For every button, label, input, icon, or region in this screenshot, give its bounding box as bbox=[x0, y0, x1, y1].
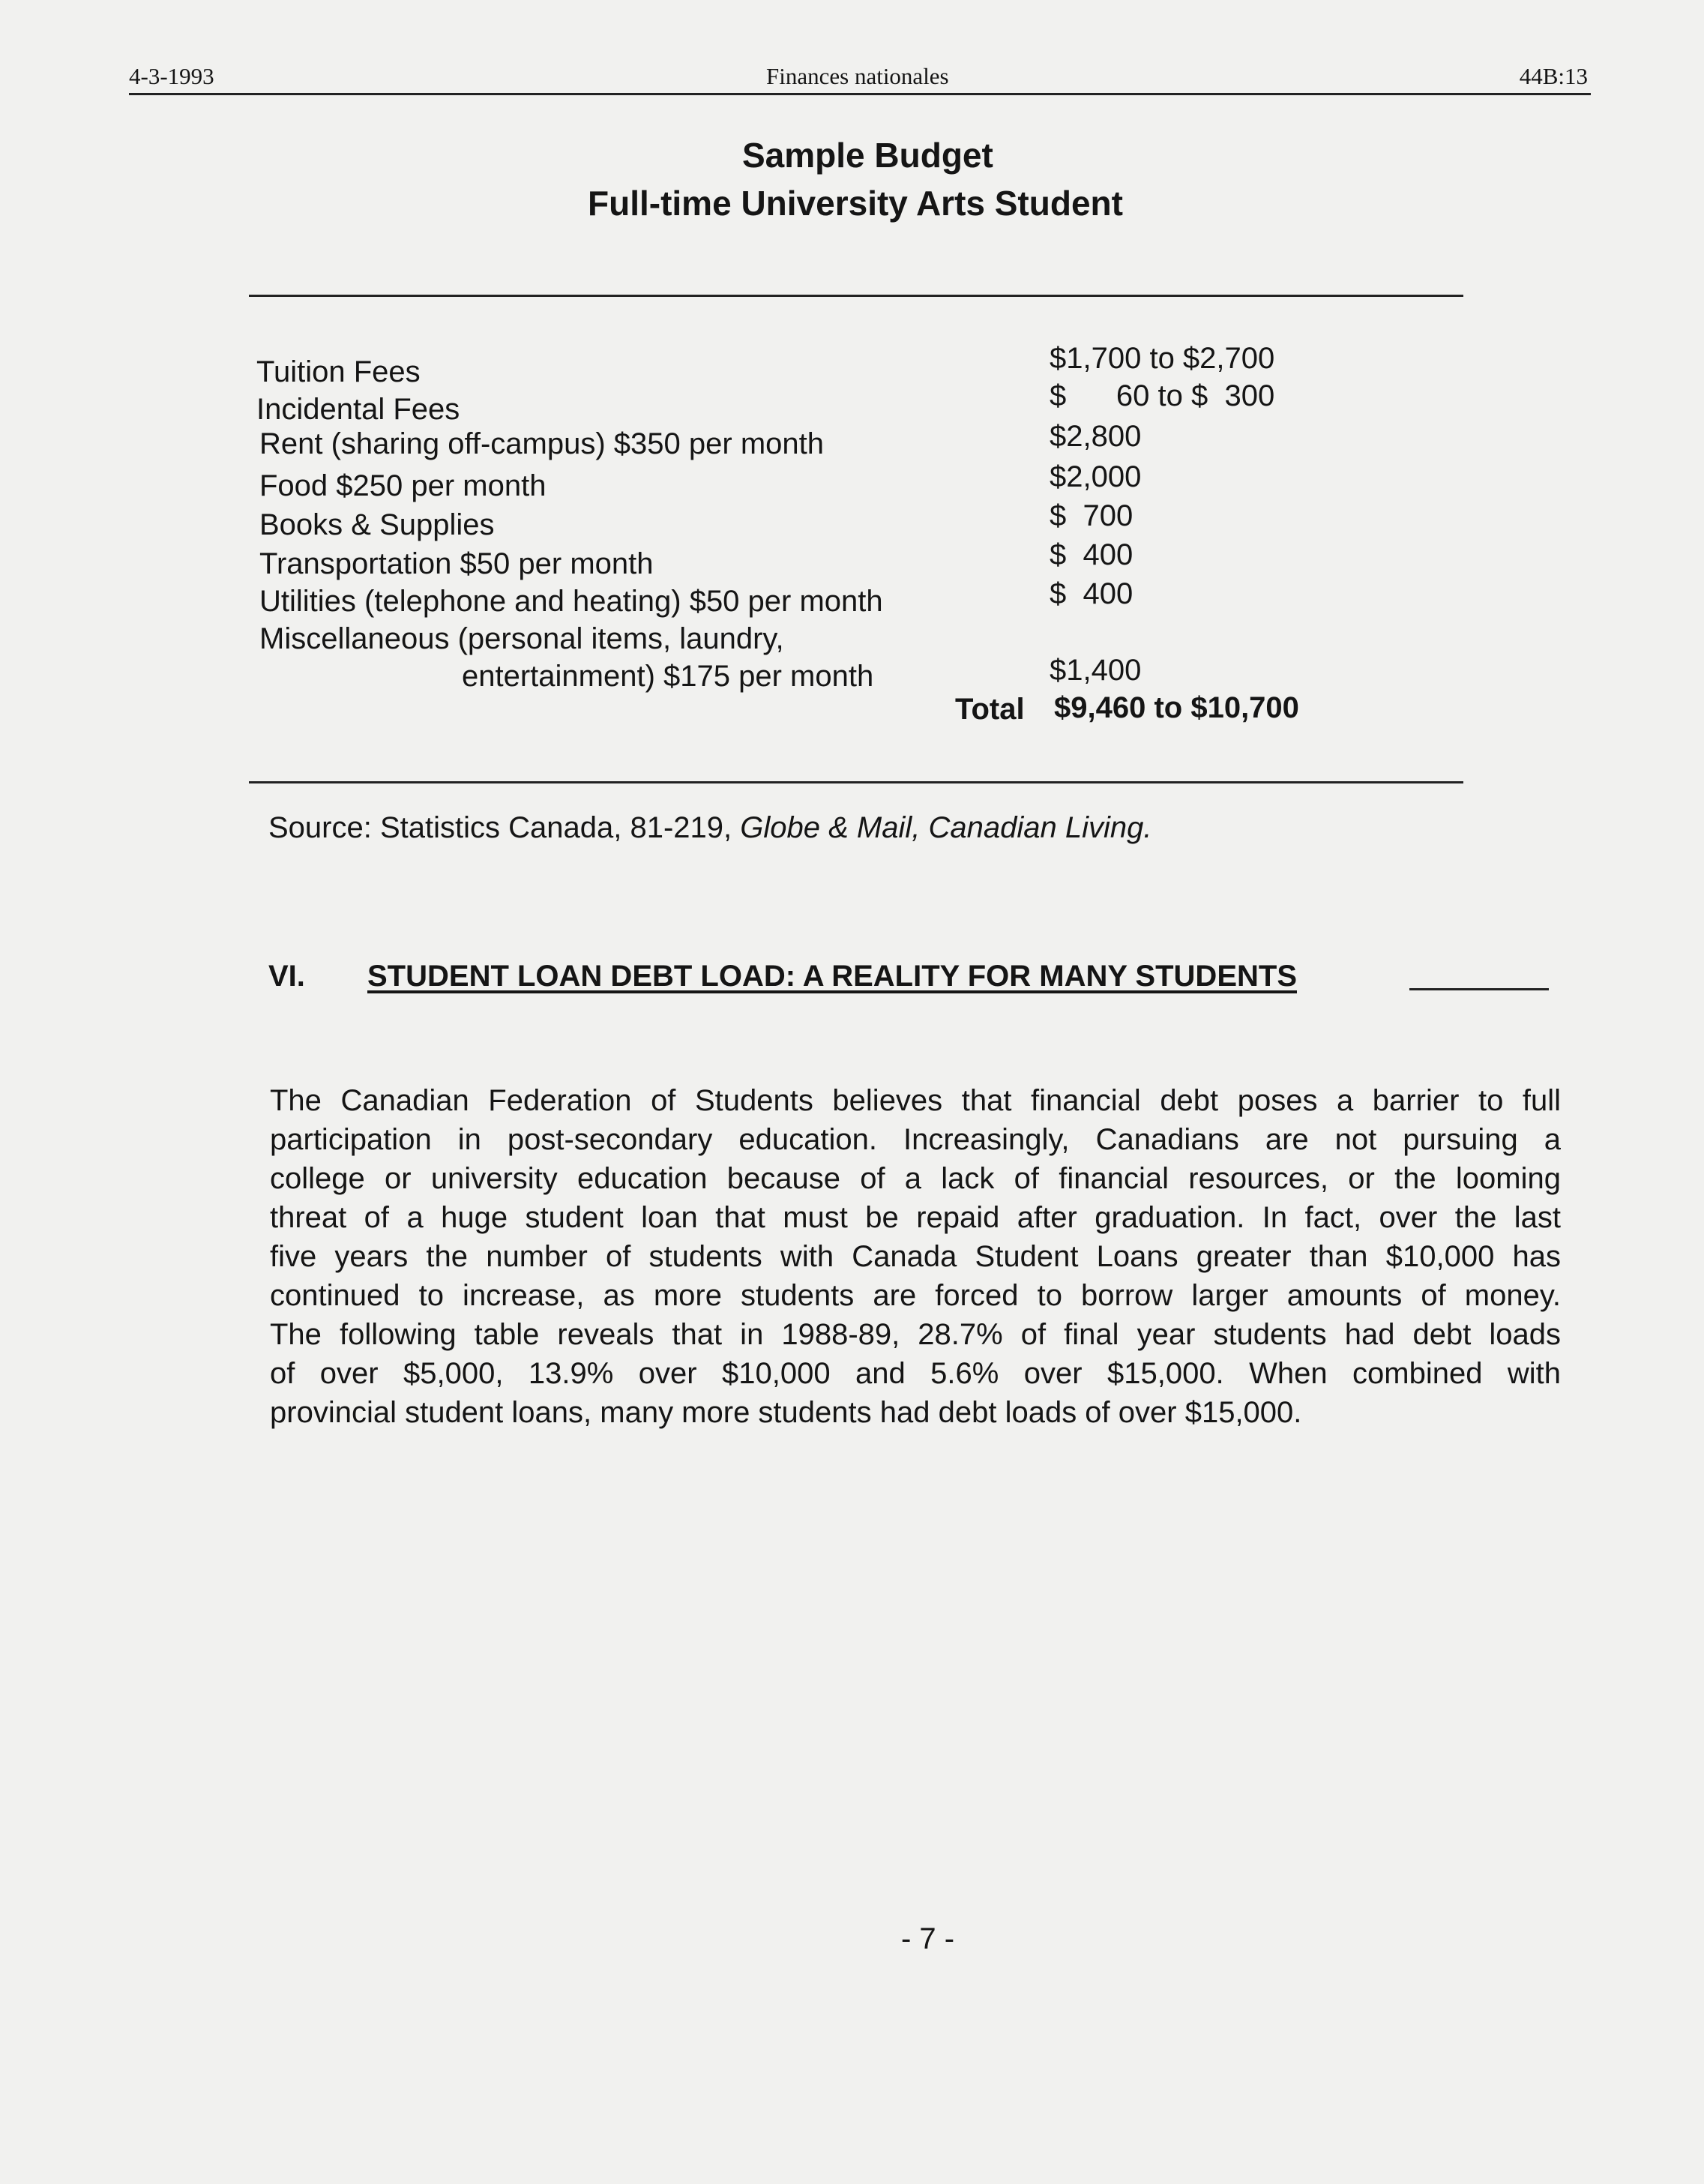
page-number: - 7 - bbox=[901, 1922, 955, 1955]
budget-item-amount: $1,700 to $2,700 bbox=[1050, 342, 1275, 375]
paragraph-line: of over $5,000, 13.9% over $10,000 and 5.6% over $15,000. When combined with bbox=[270, 1357, 1561, 1390]
budget-item-amount: $1,400 bbox=[1050, 654, 1142, 687]
paragraph-line: college or university education because of a lack of financial resources, or the looming bbox=[270, 1162, 1561, 1195]
header-rule bbox=[129, 93, 1591, 95]
budget-item-label: Rent (sharing off-campus) $350 per month bbox=[259, 427, 824, 460]
section-heading-rule bbox=[1409, 988, 1549, 990]
paragraph-line: participation in post-secondary education. Increasingly, Canadians are not pursuing a bbox=[270, 1123, 1561, 1156]
source-publications: Globe & Mail, Canadian Living. bbox=[740, 811, 1152, 844]
header-page-ref: 44B:13 bbox=[1519, 63, 1588, 89]
budget-item-label: entertainment) $175 per month bbox=[462, 660, 874, 693]
budget-item-label: Transportation $50 per month bbox=[259, 547, 654, 580]
budget-subtitle: Full-time University Arts Student bbox=[588, 184, 1123, 223]
budget-item-amount: $ 400 bbox=[1050, 538, 1134, 571]
budget-source bbox=[268, 811, 1151, 845]
paragraph-line: five years the number of students with Canada Student Loans greater than $10,000 has bbox=[270, 1240, 1561, 1273]
budget-total-label: Total bbox=[955, 693, 1025, 726]
paragraph-line: provincial student loans, many more students had debt loads of over $15,000. bbox=[270, 1396, 1302, 1429]
source-text: Source: Statistics Canada, 81-219, bbox=[268, 811, 741, 844]
budget-item-amount: $2,800 bbox=[1050, 420, 1142, 453]
section-title: STUDENT LOAN DEBT LOAD: A REALITY FOR MANY STUDENTS bbox=[367, 960, 1297, 993]
budget-item-label: Utilities (telephone and heating) $50 per month bbox=[259, 585, 883, 618]
budget-top-rule bbox=[249, 295, 1463, 297]
budget-item-amount: $ 700 bbox=[1050, 499, 1134, 532]
budget-item-label: Food $250 per month bbox=[259, 469, 547, 502]
paragraph-line: continued to increase, as more students are forced to borrow larger amounts of money. bbox=[270, 1279, 1561, 1312]
budget-item-label: Books & Supplies bbox=[259, 508, 495, 541]
body-paragraph bbox=[270, 1081, 1561, 1432]
budget-title: Sample Budget bbox=[742, 136, 993, 175]
budget-item-label: Miscellaneous (personal items, laundry, bbox=[259, 622, 784, 655]
header-date: 4-3-1993 bbox=[129, 63, 214, 89]
budget-item-amount: $2,000 bbox=[1050, 460, 1142, 493]
budget-item-amount: $ 400 bbox=[1050, 577, 1134, 610]
page-header bbox=[129, 63, 1588, 90]
paragraph-line: threat of a huge student loan that must be repaid after graduation. In fact, over the last bbox=[270, 1201, 1561, 1234]
section-number: VI. bbox=[268, 960, 305, 993]
budget-total-amount: $9,460 to $10,700 bbox=[1054, 691, 1299, 724]
budget-bottom-rule bbox=[249, 781, 1463, 783]
paragraph-line: The following table reveals that in 1988-89, 28.7% of final year students had debt loads bbox=[270, 1318, 1561, 1351]
section-heading bbox=[268, 960, 1297, 993]
budget-item-label: Incidental Fees bbox=[256, 393, 460, 426]
budget-item-amount: $ 60 to $ 300 bbox=[1050, 379, 1275, 412]
paragraph-line: The Canadian Federation of Students believes that financial debt poses a barrier to full bbox=[270, 1084, 1561, 1117]
header-title: Finances nationales bbox=[766, 63, 949, 89]
budget-item-label: Tuition Fees bbox=[256, 355, 421, 388]
